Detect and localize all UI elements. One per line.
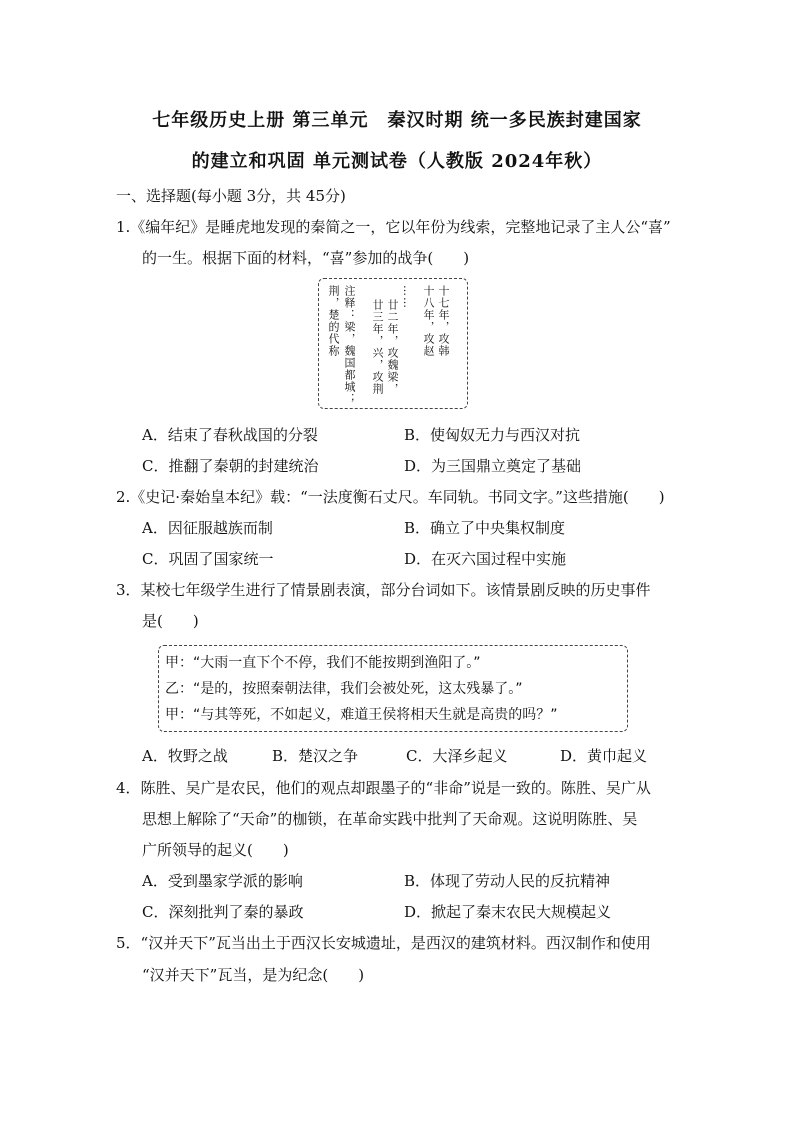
exam-title-line2: 的建立和巩固 单元测试卷（人教版 2024年秋） xyxy=(191,151,603,172)
q1-stem-line1: 1.《编年纪》是睡虎地发现的秦简之一，它以年份为线索，完整地记录了主人公“喜” xyxy=(116,218,671,236)
bamboo-col-1: 十七年，攻韩 xyxy=(437,285,450,357)
bamboo-note-1: 注释：梁，魏国都城； xyxy=(343,285,356,405)
q3-stem-line1: 3．某校七年级学生进行了情景剧表演，部分台词如下。该情景剧反映的历史事件 xyxy=(116,581,651,599)
q4-option-d[interactable]: D．掀起了秦末农民大规模起义 xyxy=(404,903,612,921)
q2-option-b[interactable]: B．确立了中央集权制度 xyxy=(404,519,566,537)
q4-option-a[interactable]: A．受到墨家学派的影响 xyxy=(142,872,303,890)
q5-stem-line1: 5．“汉并天下”瓦当出土于西汉长安城遗址，是西汉的建筑材料。西汉制作和使用 xyxy=(116,934,651,952)
dialogue-line-1: 甲：“大雨一直下个不停，我们不能按期到渔阳了。” xyxy=(165,655,481,671)
dialogue-box xyxy=(158,645,628,732)
q2-option-c[interactable]: C．巩固了国家统一 xyxy=(142,550,274,568)
q4-option-c[interactable]: C．深刻批判了秦的暴政 xyxy=(142,903,304,921)
q1-option-c[interactable]: C．推翻了秦朝的封建统治 xyxy=(142,457,319,475)
q4-option-b[interactable]: B．体现了劳动人民的反抗精神 xyxy=(404,872,611,890)
q4-stem-line1: 4．陈胜、吴广是农民，他们的观点却跟墨子的“非命”说是一致的。陈胜、吴广从 xyxy=(116,779,651,797)
bamboo-slip-material xyxy=(318,278,468,409)
section-heading: 一、选择题(每小题 3分，共 45分) xyxy=(116,187,346,205)
q1-stem-line2: 的一生。根据下面的材料，“喜”参加的战争( ) xyxy=(142,249,470,267)
q3-stem-line2: 是( ) xyxy=(142,612,199,630)
q5-stem-line2: “汉并天下”瓦当，是为纪念( ) xyxy=(142,966,365,984)
q4-stem-line2: 思想上解除了“天命”的枷锁，在革命实践中批判了天命观。这说明陈胜、吴 xyxy=(142,810,638,828)
bamboo-note-2: 荆，楚的代称 xyxy=(327,285,340,357)
q3-option-c[interactable]: C．大泽乡起义 xyxy=(406,747,508,765)
dialogue-line-2: 乙：“是的，按照秦朝法律，我们会被处死，这太残暴了。” xyxy=(165,681,523,697)
q3-option-d[interactable]: D．黄巾起义 xyxy=(560,747,648,765)
q2-stem: 2.《史记·秦始皇本纪》载：“一法度衡石丈尺。车同轨。书同文字。”这些措施( ) xyxy=(116,488,665,506)
dialogue-line-3: 甲：“与其等死，不如起义，难道王侯将相天生就是高贵的吗？” xyxy=(165,707,558,723)
q1-option-a[interactable]: A．结束了春秋战国的分裂 xyxy=(142,426,318,444)
bamboo-col-3: …… xyxy=(401,285,414,309)
bamboo-col-2: 十八年，攻赵 xyxy=(422,285,435,357)
bamboo-col-4: 廿二年，攻魏梁， xyxy=(386,299,399,395)
q1-option-d[interactable]: D．为三国鼎立奠定了基础 xyxy=(404,457,582,475)
q3-option-a[interactable]: A．牧野之战 xyxy=(142,747,228,765)
q2-option-a[interactable]: A．因征服越族而制 xyxy=(142,519,273,537)
q4-stem-line3: 广所领导的起义( ) xyxy=(142,841,289,859)
q3-option-b[interactable]: B．楚汉之争 xyxy=(272,747,359,765)
q2-option-d[interactable]: D．在灭六国过程中实施 xyxy=(404,550,567,568)
q1-option-b[interactable]: B．使匈奴无力与西汉对抗 xyxy=(404,426,581,444)
bamboo-col-5: 廿三年，兴，攻荆 xyxy=(371,299,384,395)
exam-title-line1: 七年级历史上册 第三单元 秦汉时期 统一多民族封建国家 xyxy=(152,110,642,131)
